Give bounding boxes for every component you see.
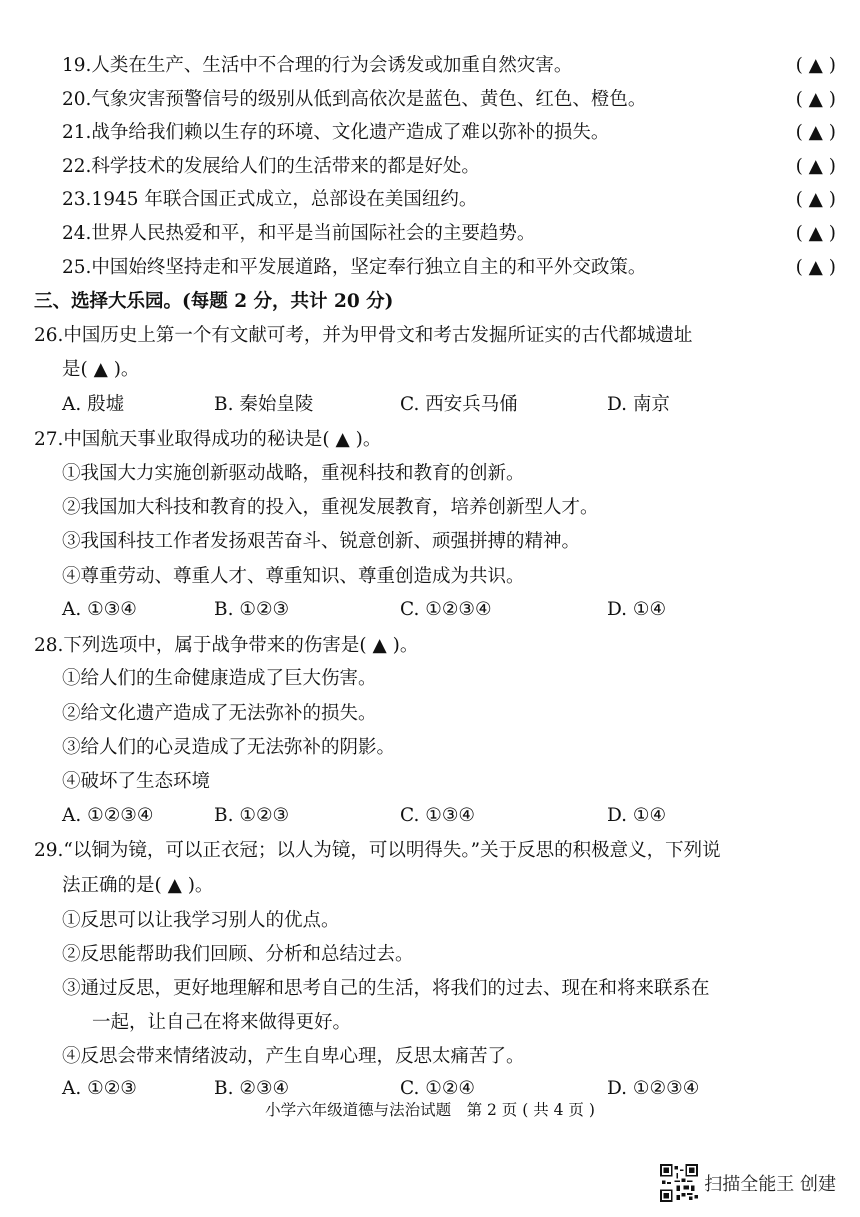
question-29-item: ①反思可以让我学习别人的优点。 [62, 910, 340, 931]
option-c: C. ①③④ [400, 805, 476, 826]
tf-item-19: 19.人类在生产、生活中不合理的行为会诱发或加重自然灾害。 ( ▲ ) [62, 55, 836, 76]
question-27-item: ①我国大力实施创新驱动战略，重视科技和教育的创新。 [62, 463, 525, 484]
option-d: D. 南京 [607, 394, 670, 415]
option-b: B. 秦始皇陵 [214, 394, 314, 415]
option-a: A. ①②③④ [62, 805, 154, 826]
question-27-item: ④尊重劳动、尊重人才、尊重知识、尊重创造成为共识。 [62, 566, 525, 587]
option-c: C. ①②③④ [400, 599, 492, 620]
option-a: A. 殷墟 [62, 394, 125, 415]
option-d: D. ①④ [607, 805, 667, 826]
tf-item-20: 20.气象灾害预警信号的级别从低到高依次是蓝色、黄色、红色、橙色。 ( ▲ ) [62, 89, 836, 110]
option-b: B. ②③④ [214, 1078, 290, 1099]
section-title: 三、选择大乐园。(每题 2 分，共计 20 分) [34, 291, 394, 312]
answer-blank: ( ▲ ) [795, 156, 836, 177]
question-29-item: ②反思能帮助我们回顾、分析和总结过去。 [62, 944, 414, 965]
question-27-stem: 27.中国航天事业取得成功的秘诀是( ▲ )。 [34, 429, 382, 450]
question-29-item: ④反思会带来情绪波动，产生自卑心理，反思太痛苦了。 [62, 1046, 525, 1067]
option-b: B. ①②③ [214, 805, 290, 826]
answer-blank: ( ▲ ) [795, 257, 836, 278]
answer-blank: ( ▲ ) [795, 55, 836, 76]
question-28-item: ②给文化遗产造成了无法弥补的损失。 [62, 703, 377, 724]
question-26-stem-cont: 是( ▲ )。 [62, 359, 140, 380]
question-27-item: ③我国科技工作者发扬艰苦奋斗、锐意创新、顽强拼搏的精神。 [62, 531, 581, 552]
option-d: D. ①④ [607, 599, 667, 620]
option-b: B. ①②③ [214, 599, 290, 620]
option-d: D. ①②③④ [607, 1078, 700, 1099]
question-28-item: ①给人们的生命健康造成了巨大伤害。 [62, 668, 377, 689]
scanner-watermark [660, 1164, 836, 1202]
option-c: C. 西安兵马俑 [400, 394, 518, 415]
option-a: A. ①②③ [62, 1078, 137, 1099]
question-28-item: ④破坏了生态环境 [62, 771, 211, 792]
question-29-stem: 29.“以铜为镜，可以正衣冠；以人为镜，可以明得失。”关于反思的积极意义，下列说 [34, 840, 721, 861]
question-29-item-cont: 一起，让自己在将来做得更好。 [92, 1012, 352, 1033]
question-28-stem: 28.下列选项中，属于战争带来的伤害是( ▲ )。 [34, 635, 419, 656]
answer-blank: ( ▲ ) [795, 223, 836, 244]
answer-blank: ( ▲ ) [795, 189, 836, 210]
tf-item-25: 25.中国始终坚持走和平发展道路，坚定奉行独立自主的和平外交政策。 ( ▲ ) [62, 257, 836, 278]
question-28-item: ③给人们的心灵造成了无法弥补的阴影。 [62, 737, 396, 758]
qr-code-icon [660, 1164, 698, 1202]
answer-blank: ( ▲ ) [795, 89, 836, 110]
question-29-stem-cont: 法正确的是( ▲ )。 [62, 875, 214, 896]
tf-item-22: 22.科学技术的发展给人们的生活带来的都是好处。 ( ▲ ) [62, 156, 836, 177]
option-a: A. ①③④ [62, 599, 137, 620]
option-c: C. ①②④ [400, 1078, 476, 1099]
question-27-item: ②我国加大科技和教育的投入，重视发展教育，培养创新型人才。 [62, 497, 599, 518]
page-footer: 小学六年级道德与法治试题 第 2 页 ( 共 4 页 ) [265, 1101, 595, 1119]
tf-item-21: 21.战争给我们赖以生存的环境、文化遗产造成了难以弥补的损失。 ( ▲ ) [62, 122, 836, 143]
tf-item-24: 24.世界人民热爱和平，和平是当前国际社会的主要趋势。 ( ▲ ) [62, 223, 836, 244]
question-26-stem: 26.中国历史上第一个有文献可考，并为甲骨文和考古发掘所证实的古代都城遗址 [34, 325, 693, 346]
tf-item-23: 23.1945 年联合国正式成立，总部设在美国纽约。 ( ▲ ) [62, 189, 836, 210]
question-29-item: ③通过反思，更好地理解和思考自己的生活，将我们的过去、现在和将来联系在 [62, 978, 710, 999]
watermark-text: 扫描全能王 创建 [704, 1174, 836, 1195]
answer-blank: ( ▲ ) [795, 122, 836, 143]
